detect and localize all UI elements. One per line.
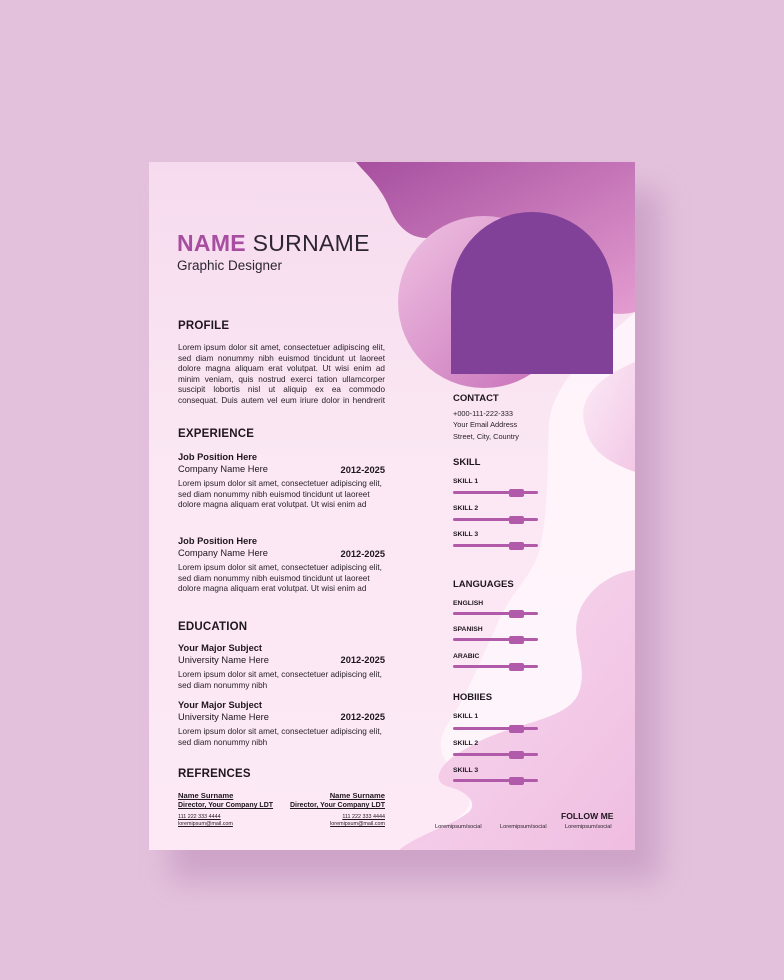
profile-heading: PROFILE (178, 320, 230, 332)
edu2-university: University Name Here (178, 712, 269, 722)
name-heading (177, 230, 370, 257)
lang2-bar (453, 638, 538, 641)
skill1-label: SKILL 1 (453, 478, 479, 485)
lang3-label: ARABIC (453, 653, 480, 660)
lang1-bar (453, 612, 538, 615)
edu1-subject: Your Major Subject (178, 643, 263, 653)
lang3-knob (509, 663, 524, 671)
social-link-3[interactable]: Loremipsum/social (565, 824, 612, 830)
ref2-role: Director, Your Company LDT (289, 802, 385, 809)
profile-photo-placeholder (451, 212, 613, 374)
last-name: SURNAME (252, 230, 370, 256)
social-link-1[interactable]: Loremipsum/social (435, 824, 482, 830)
resume-page (149, 162, 635, 850)
first-name: NAME (177, 230, 246, 256)
skill3-label: SKILL 3 (453, 531, 479, 538)
skill-heading: SKILL (453, 457, 481, 468)
exp1-company: Company Name Here (178, 464, 268, 474)
skill2-knob (509, 516, 524, 524)
exp2-position: Job Position Here (178, 536, 258, 546)
edu2-subject: Your Major Subject (178, 700, 263, 710)
exp2-company: Company Name Here (178, 548, 268, 558)
hobbies-heading: HOBIIES (453, 692, 493, 703)
edu2-years: 2012-2025 (340, 712, 385, 722)
ref1-name: Name Surname (178, 791, 234, 800)
exp1-text: Lorem ipsum dolor sit amet, consectetuer adipiscing elit, sed diam nonummy nibh euismod tincidunt ut laoreet dolore magna aliquam erat volutpat. Ut wisi enim ad (178, 479, 382, 510)
contact-phone: +000-111-222-333 (453, 409, 513, 418)
follow-heading: FOLLOW ME (561, 811, 614, 821)
hobby2-label: SKILL 2 (453, 740, 479, 747)
lang2-knob (509, 636, 524, 644)
skill3-knob (509, 542, 524, 550)
ref2-email: loremipsum@mail.com (330, 821, 385, 827)
contact-block (453, 408, 519, 442)
exp1-years: 2012-2025 (340, 465, 385, 475)
edu1-years: 2012-2025 (340, 655, 385, 665)
hobby2-bar (453, 753, 538, 756)
profile-text: Lorem ipsum dolor sit amet, consectetuer adipiscing elit, sed diam nonummy nibh euismod tincidunt ut laoreet dolore magna aliquam erat volutpat. Ut wisi enim ad minim veniam, quis nostrud exerci tation ullamcorper suscipit lobortis nisl ut aliquip ex ea commodo consequat. Duis autem vel eum iriure dolor in hendrerit (178, 343, 385, 405)
lang2-label: SPANISH (453, 626, 483, 633)
skill2-label: SKILL 2 (453, 505, 479, 512)
skill3-bar (453, 544, 538, 547)
edu1-text: Lorem ipsum dolor sit amet, consectetuer adipiscing elit, sed diam nonummy nibh (178, 670, 382, 690)
hobby2-knob (509, 751, 524, 759)
skill1-knob (509, 489, 524, 497)
exp1-position: Job Position Here (178, 452, 258, 462)
hobby3-bar (453, 779, 538, 782)
contact-address: Street, City, Country (453, 431, 519, 441)
hobby1-bar (453, 727, 538, 730)
hobby3-label: SKILL 3 (453, 767, 479, 774)
ref1-phone: 111 222 333 4444 (178, 814, 221, 820)
contact-heading: CONTACT (453, 393, 499, 404)
skill1-bar (453, 491, 538, 494)
social-link-2[interactable]: Loremipsum/social (500, 824, 547, 830)
references-heading: REFRENCES (178, 768, 251, 780)
lang1-knob (509, 610, 524, 618)
education-heading: EDUCATION (178, 621, 248, 633)
skill2-bar (453, 518, 538, 521)
hobby3-knob (509, 777, 524, 785)
experience-heading: EXPERIENCE (178, 428, 255, 440)
lang1-label: ENGLISH (453, 600, 484, 607)
languages-heading: LANGUAGES (453, 579, 514, 590)
exp2-text: Lorem ipsum dolor sit amet, consectetuer adipiscing elit, sed diam nonummy nibh euismod tincidunt ut laoreet dolore magna aliquam erat volutpat. Ut wisi enim ad (178, 563, 382, 594)
exp2-years: 2012-2025 (340, 549, 385, 559)
contact-email: Your Email Address (453, 420, 518, 430)
hobby1-label: SKILL 1 (453, 713, 479, 720)
hobby1-knob (509, 725, 524, 733)
edu2-text: Lorem ipsum dolor sit amet, consectetuer adipiscing elit, sed diam nonummy nibh (178, 727, 382, 747)
edu1-university: University Name Here (178, 655, 269, 665)
ref1-email: loremipsum@mail.com (178, 821, 233, 827)
lang3-bar (453, 665, 538, 668)
ref2-name: Name Surname (329, 791, 385, 800)
ref1-role: Director, Your Company LDT (178, 802, 274, 809)
job-title: Graphic Designer (177, 258, 283, 273)
ref2-phone: 111 222 333 4444 (342, 814, 385, 820)
